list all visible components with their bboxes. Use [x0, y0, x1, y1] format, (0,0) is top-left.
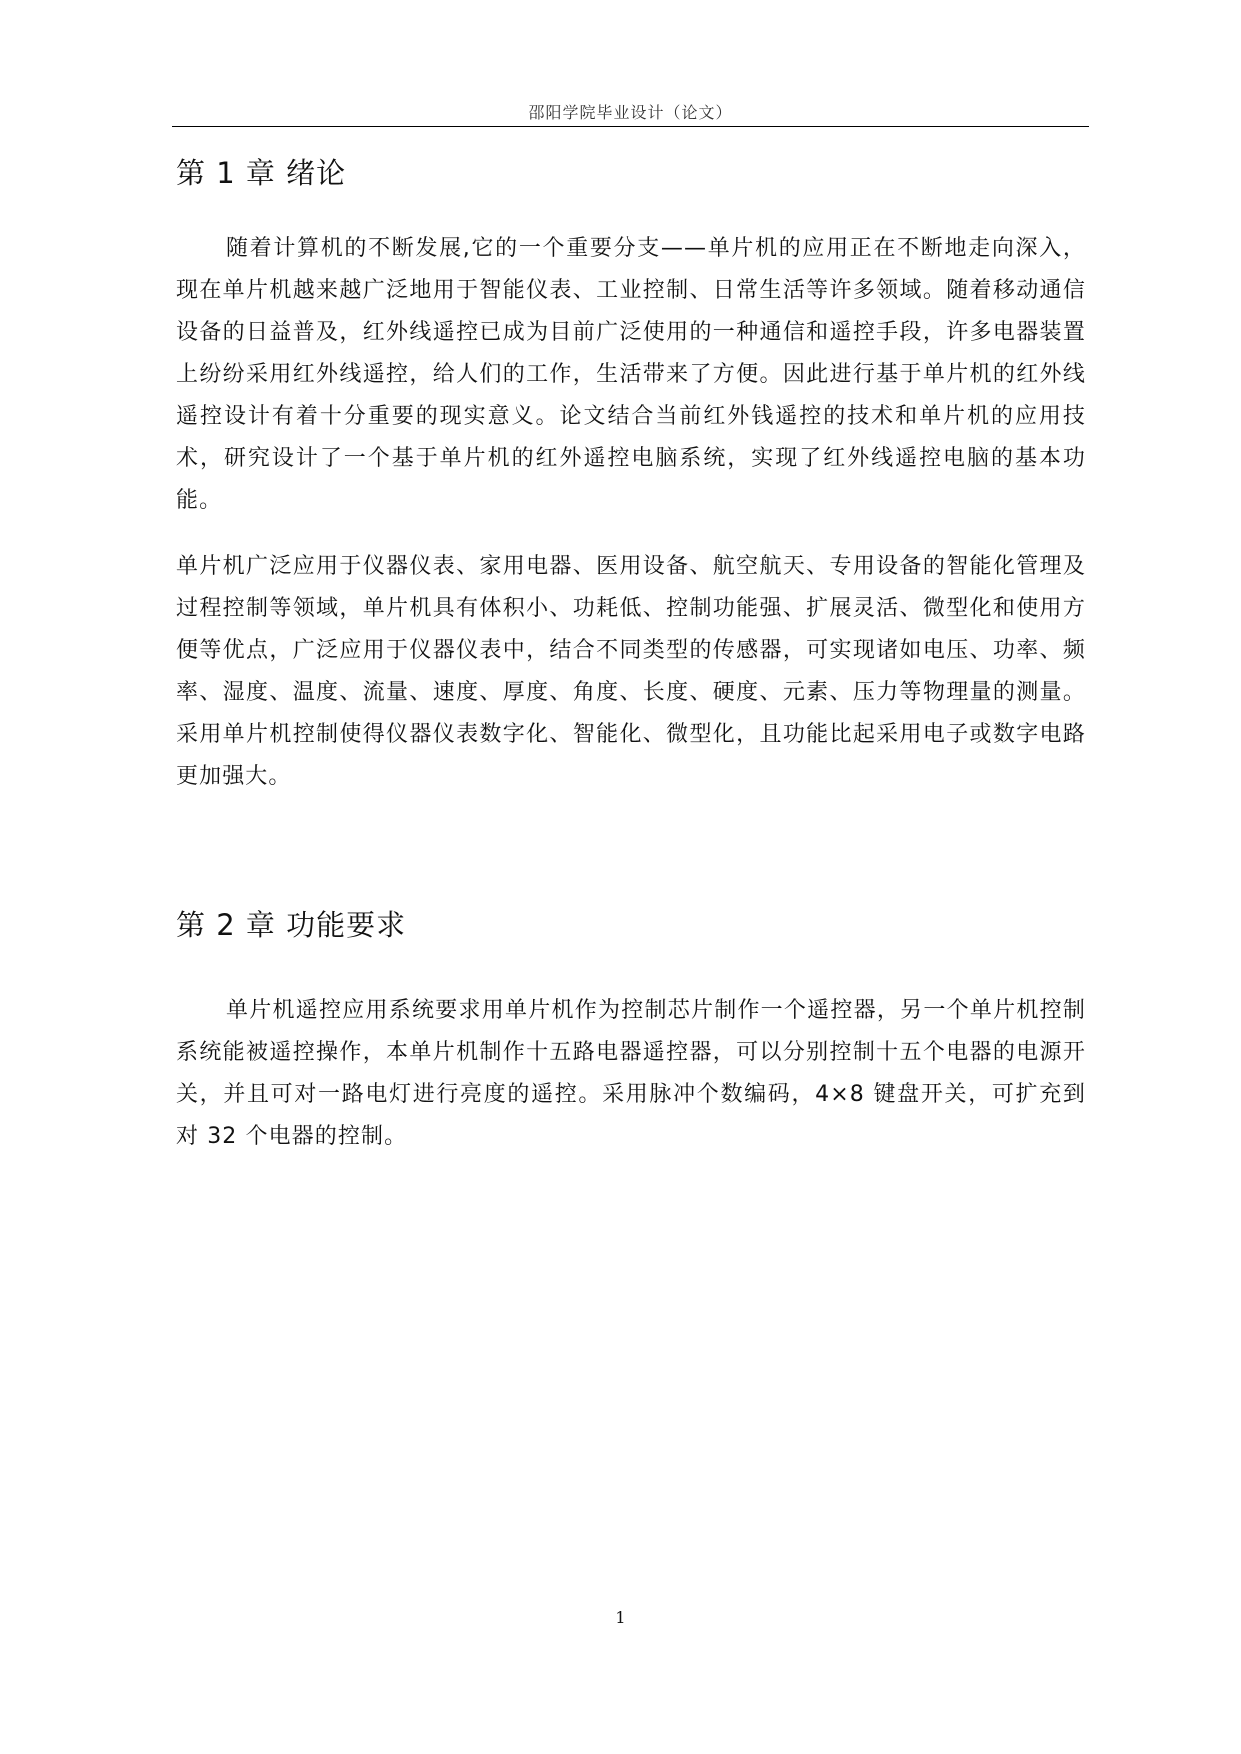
page-number: 1 — [615, 1608, 626, 1627]
chapter-1-paragraph-1: 随着计算机的不断发展,它的一个重要分支——单片机的应用正在不断地走向深入，现在单片机越来越广泛地用于智能仪表、工业控制、日常生活等许多领域。随着移动通信设备的日益普及，红外线遥控已成为目前广泛使用的一种通信和遥控手段，许多电器装置上纷纷采用红外线遥控，给人们的工作，生活带来了方便。因此进行基于单片机的红外线遥控设计有着十分重要的现实意义。论文结合当前红外钱遥控的技术和单片机的应用技术，研究设计了一个基于单片机的红外遥控电脑系统，实现了红外线遥控电脑的基本功能。 — [176, 236, 1086, 513]
chapter-1-heading: 第 1 章 绪论 — [176, 156, 347, 190]
chapter-1-paragraph-2: 单片机广泛应用于仪器仪表、家用电器、医用设备、航空航天、专用设备的智能化管理及过程控制等领域，单片机具有体积小、功耗低、控制功能强、扩展灵活、微型化和使用方便等优点，广泛应用于仪器仪表中，结合不同类型的传感器，可实现诸如电压、功率、频率、湿度、温度、流量、速度、厚度、角度、长度、硬度、元素、压力等物理量的测量。采用单片机控制使得仪器仪表数字化、智能化、微型化，且功能比起采用电子或数字电路更加强大。 — [176, 554, 1086, 789]
running-header: 邵阳学院毕业设计（论文） — [528, 103, 733, 122]
chapter-2-paragraph-1: 单片机遥控应用系统要求用单片机作为控制芯片制作一个遥控器，另一个单片机控制系统能被遥控操作，本单片机制作十五路电器遥控器，可以分别控制十五个电器的电源开关，并且可对一路电灯进行亮度的遥控。采用脉冲个数编码，4×8 键盘开关，可扩充到对 32 个电器的控制。 — [176, 998, 1086, 1149]
chapter-2-heading: 第 2 章 功能要求 — [176, 908, 407, 942]
header-rule — [172, 126, 1089, 127]
